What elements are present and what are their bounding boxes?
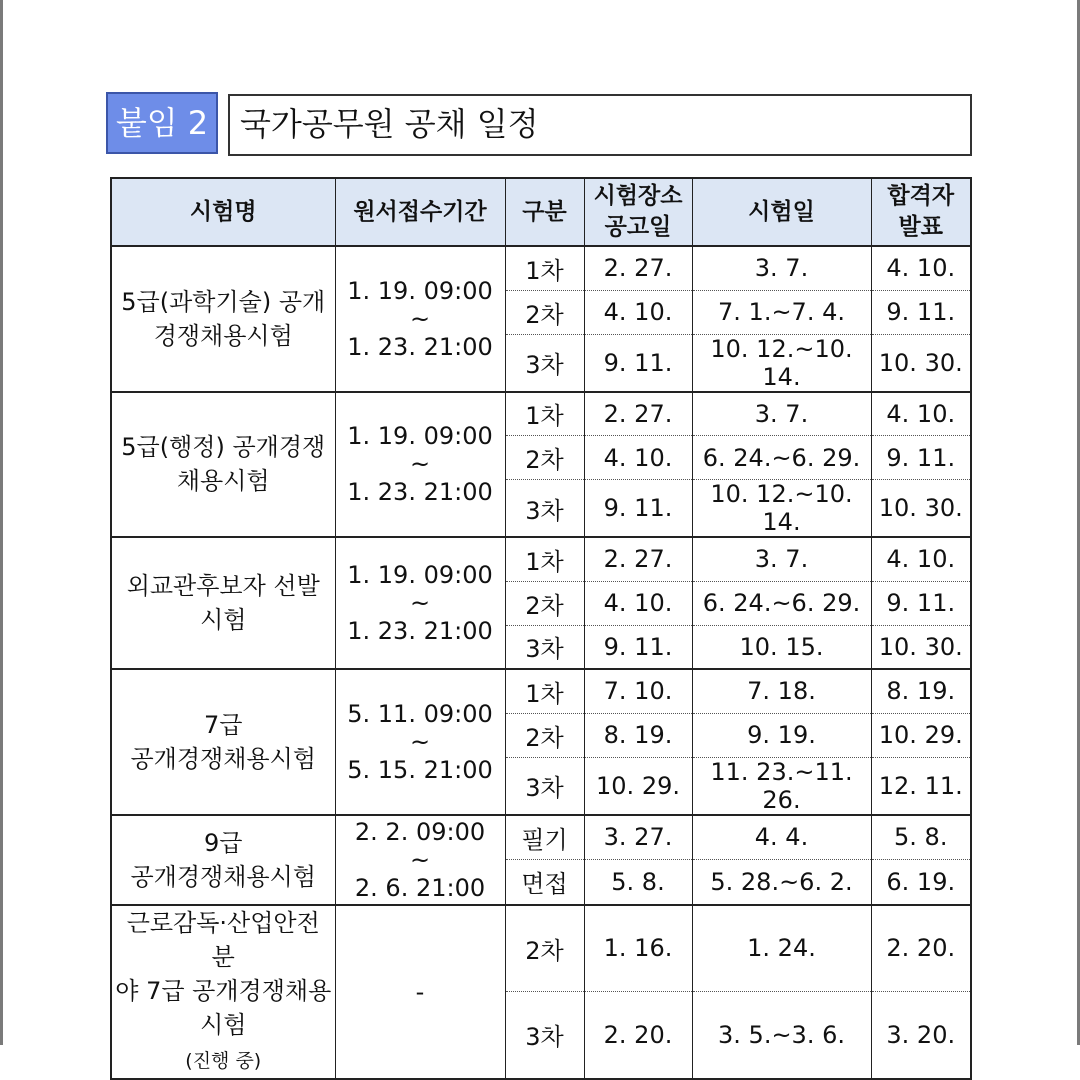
exam-name-line2: 채용시험 [176,467,270,496]
header-venue-notice [584,178,692,246]
venue-notice-cell: 7. 10. [584,669,692,713]
period-end: 5. 15. 21:00 [347,755,493,784]
exam-name-cell [111,815,335,905]
application-period-cell [335,246,505,392]
exam-date-cell: 6. 24.~6. 29. [692,436,871,480]
header-result-line2: 발표 [898,214,943,240]
exam-date-cell: 5. 28.~6. 2. [692,860,871,905]
exam-name-cell [111,537,335,669]
exam-date-cell: 4. 4. [692,815,871,860]
table-row [111,392,971,436]
table-row [111,815,971,860]
header-result [871,178,971,246]
application-period-cell [335,815,505,905]
result-cell: 9. 11. [871,436,971,480]
in-progress-note: (진행 중) [185,1049,262,1072]
stage-cell: 2차 [505,713,584,757]
exam-name-line1: 근로감독·산업안전 분 [126,908,320,971]
venue-notice-cell: 9. 11. [584,480,692,538]
header-stage: 구분 [505,178,584,246]
period-start: 1. 19. 09:00 [347,276,493,305]
venue-notice-cell: 4. 10. [584,290,692,334]
exam-name-line2: 야 7급 공개경쟁채용 [115,976,332,1005]
table-row [111,246,971,290]
venue-notice-cell: 8. 19. [584,713,692,757]
period-start: 2. 2. 09:00 [354,817,486,846]
exam-name-line2: 공개경쟁채용시험 [130,862,316,891]
venue-notice-cell: 1. 16. [584,905,692,992]
venue-notice-cell: 2. 20. [584,992,692,1079]
result-cell: 4. 10. [871,392,971,436]
venue-notice-cell: 3. 27. [584,815,692,860]
header-row [111,178,971,246]
stage-cell: 면접 [505,860,584,905]
stage-cell: 1차 [505,392,584,436]
schedule-table [110,177,972,1080]
result-cell: 10. 30. [871,334,971,392]
exam-date-cell: 7. 1.~7. 4. [692,290,871,334]
exam-date-cell: 10. 12.~10. 14. [692,334,871,392]
header-result-line1: 합격자 [887,183,955,209]
stage-cell: 3차 [505,625,584,669]
result-cell: 4. 10. [871,537,971,581]
stage-cell: 1차 [505,537,584,581]
venue-notice-cell: 9. 11. [584,625,692,669]
period-end: 2. 6. 21:00 [354,873,486,902]
period-start: 1. 19. 09:00 [347,561,493,589]
period-start: 1. 19. 09:00 [347,422,493,451]
exam-date-cell: 3. 5.~3. 6. [692,992,871,1079]
exam-name-line2: 공개경쟁채용시험 [130,744,316,773]
result-cell: 2. 20. [871,905,971,992]
result-cell: 10. 30. [871,625,971,669]
application-period-cell: - [335,905,505,1079]
result-cell: 9. 11. [871,581,971,625]
venue-notice-cell: 4. 10. [584,581,692,625]
exam-name-cell [111,392,335,538]
exam-date-cell: 3. 7. [692,537,871,581]
exam-date-cell: 11. 23.~11. 26. [692,757,871,815]
exam-name-line1: 5급(행정) 공개경쟁 [121,433,326,462]
result-cell: 9. 11. [871,290,971,334]
period-tilde: ~ [409,589,431,617]
exam-date-cell: 7. 18. [692,669,871,713]
stage-cell: 3차 [505,992,584,1079]
period-start: 5. 11. 09:00 [347,699,493,728]
period-tilde: ~ [409,304,431,333]
exam-name-line3: 시험 [200,1010,247,1039]
venue-notice-cell: 2. 27. [584,392,692,436]
period-end: 1. 23. 21:00 [347,478,493,507]
header-application-period: 원서접수기간 [335,178,505,246]
result-cell: 6. 19. [871,860,971,905]
result-cell: 3. 20. [871,992,971,1079]
header-venue-notice-line1: 시험장소 [593,183,683,209]
period-tilde: ~ [409,727,431,756]
venue-notice-cell: 4. 10. [584,436,692,480]
venue-notice-cell: 2. 27. [584,537,692,581]
exam-date-cell: 3. 7. [692,392,871,436]
result-cell: 12. 11. [871,757,971,815]
exam-date-cell: 9. 19. [692,713,871,757]
venue-notice-cell: 2. 27. [584,246,692,290]
result-cell: 8. 19. [871,669,971,713]
venue-notice-cell: 5. 8. [584,860,692,905]
stage-cell: 2차 [505,905,584,992]
exam-name-line2: 경쟁채용시험 [153,321,293,350]
header-exam-name: 시험명 [111,178,335,246]
stage-cell: 필기 [505,815,584,860]
application-period-cell [335,392,505,538]
header-venue-notice-line2: 공고일 [604,214,672,240]
application-period-cell [335,537,505,669]
stage-cell: 2차 [505,581,584,625]
table-row [111,905,971,992]
period-end: 1. 23. 21:00 [347,332,493,361]
stage-cell: 2차 [505,436,584,480]
result-cell: 4. 10. [871,246,971,290]
page-title: 국가공무원 공채 일정 [228,94,972,156]
exam-date-cell: 10. 12.~10. 14. [692,480,871,538]
period-tilde: ~ [409,450,431,479]
stage-cell: 2차 [505,290,584,334]
attachment-badge: 붙임 2 [106,92,218,154]
exam-name-line1: 5급(과학기술) 공개 [121,287,326,316]
exam-date-cell: 1. 24. [692,905,871,992]
stage-cell: 3차 [505,757,584,815]
period-tilde: ~ [409,845,431,874]
result-cell: 10. 29. [871,713,971,757]
exam-date-cell: 6. 24.~6. 29. [692,581,871,625]
application-period-cell [335,669,505,815]
stage-cell: 1차 [505,246,584,290]
exam-name-cell [111,669,335,815]
exam-name-line1: 7급 [204,710,243,739]
result-cell: 10. 30. [871,480,971,538]
table-row [111,669,971,713]
exam-name-cell [111,905,335,1079]
stage-cell: 3차 [505,334,584,392]
stage-cell: 1차 [505,669,584,713]
exam-date-cell: 3. 7. [692,246,871,290]
venue-notice-cell: 9. 11. [584,334,692,392]
exam-date-cell: 10. 15. [692,625,871,669]
exam-name-line2: 시험 [200,606,247,634]
title-row [106,92,972,156]
table-row [111,537,971,581]
stage-cell: 3차 [505,480,584,538]
period-end: 1. 23. 21:00 [347,617,493,645]
header-exam-date: 시험일 [692,178,871,246]
exam-name-cell [111,246,335,392]
exam-name-line1: 외교관후보자 선발 [126,572,320,600]
result-cell: 5. 8. [871,815,971,860]
exam-name-line1: 9급 [204,828,243,857]
venue-notice-cell: 10. 29. [584,757,692,815]
left-border [0,0,3,1045]
